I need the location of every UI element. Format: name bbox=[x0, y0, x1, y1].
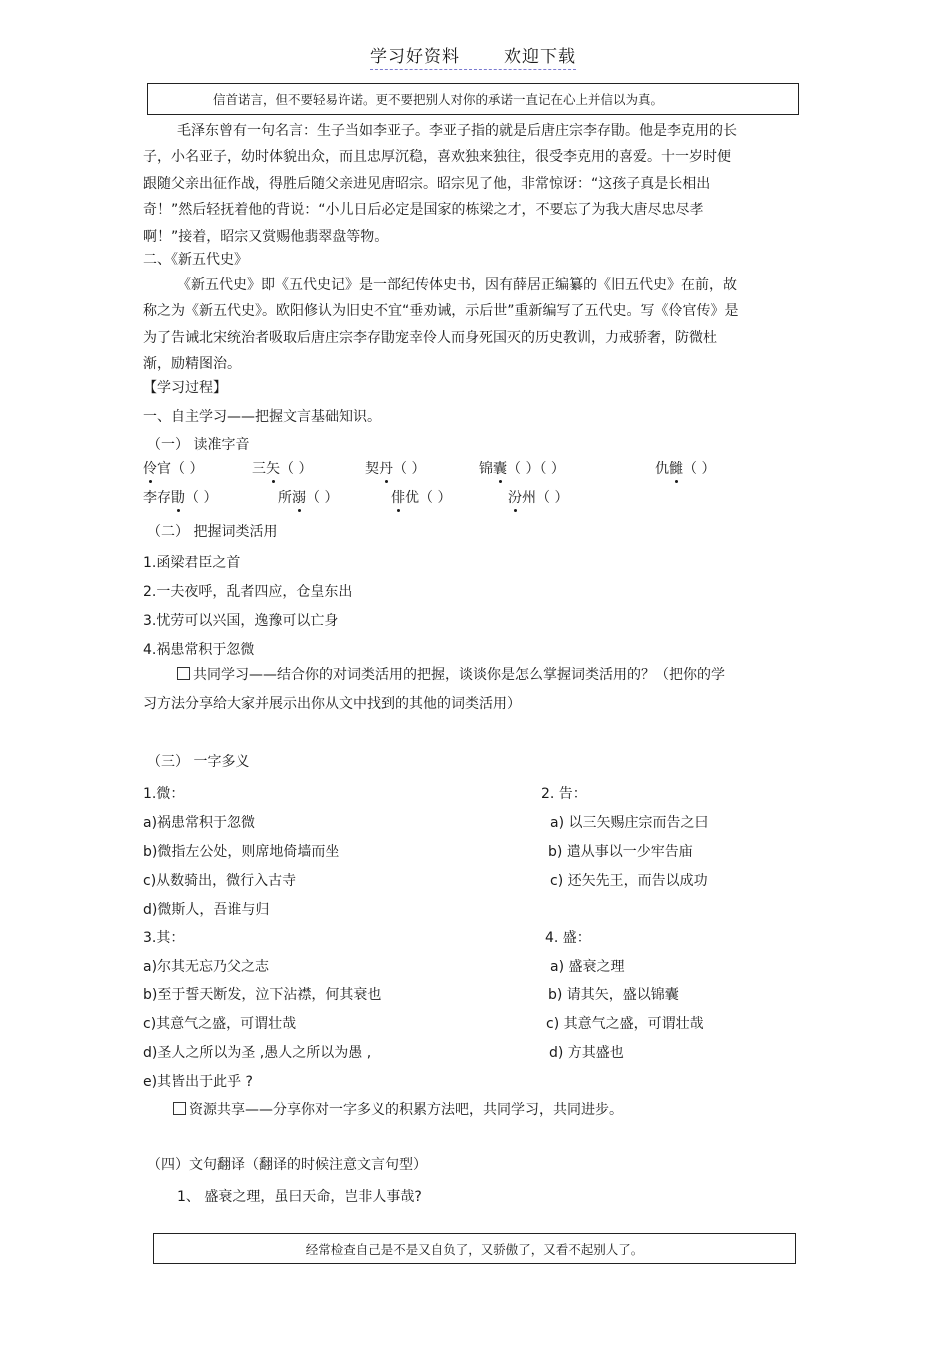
bottom-quote-text: 经常检查自己是不是又自负了，又骄傲了，又看不起别人了。 bbox=[305, 1241, 644, 1257]
polysemy-item: a)尔其无忘乃父之志 bbox=[143, 959, 270, 975]
sub-heading-polysemy: （三） 一字多义 bbox=[147, 754, 250, 770]
usage-item: 3.忧劳可以兴国，逸豫可以亡身 bbox=[143, 613, 339, 629]
polysemy-item: c) 其意气之盛，可谓壮哉 bbox=[546, 1016, 704, 1032]
usage-item: 2.一夫夜呼，乱者四应，仓皇东出 bbox=[143, 584, 353, 600]
header-left: 学习好资料 bbox=[370, 47, 460, 67]
polysemy-item: d)圣人之所以为圣 ,愚人之所以为愚 , bbox=[143, 1045, 372, 1061]
pron-item: 汾州（ ） bbox=[508, 490, 569, 506]
polysemy-item: d)微斯人，吾谁与归 bbox=[143, 902, 270, 918]
pron-item: 契丹（ ） bbox=[365, 461, 426, 477]
polysemy-item: a) 盛衰之理 bbox=[550, 959, 625, 975]
usage-item: 1.函梁君臣之首 bbox=[143, 555, 241, 571]
cooperate-text: 共同学习——结合你的对词类活用的把握，谈谈你是怎么掌握词类活用的？（把你的学习方法分享给大家并展示出你从文中找到的其他的词类活用） bbox=[143, 667, 725, 712]
top-quote-box bbox=[147, 83, 799, 115]
pron-item: 锦囊（ ）（ ） bbox=[479, 461, 565, 477]
polysemy-item: a)祸患常积于忽微 bbox=[143, 815, 256, 831]
polysemy-title-wei: 1.微： bbox=[143, 786, 185, 802]
intro-paragraph-2: 《新五代史》即《五代史记》是一部纪传体史书，因有薛居正编纂的《旧五代史》在前，故称之为《新五代史》。欧阳修认为旧史不宜“垂劝诫，示后世”重新编写了五代史。写《伶官传》是为了告诫北宋统治者吸取后唐庄宗李存勖宠幸伶人而身死国灭的历史教训，力戒骄奢，防微杜渐，励精图治。 bbox=[143, 277, 739, 373]
polysemy-item: c)从数骑出，微行入古寺 bbox=[143, 873, 297, 889]
share-text: 资源共享——分享你对一字多义的积累方法吧，共同学习，共同进步。 bbox=[189, 1102, 623, 1118]
polysemy-item: b)微指左公处，则席地倚墙而坐 bbox=[143, 844, 340, 860]
dotted-char: 伶 bbox=[143, 461, 157, 477]
section-heading-2: 二、《新五代史》 bbox=[143, 252, 248, 268]
polysemy-item: d) 方其盛也 bbox=[549, 1045, 624, 1061]
polysemy-item: b) 请其矢，盛以锦囊 bbox=[548, 987, 679, 1003]
pron-item: 俳优（ ） bbox=[391, 490, 452, 506]
dotted-char: 俳 bbox=[391, 490, 405, 506]
dotted-char: 囊 bbox=[493, 461, 507, 477]
translation-item: 1、 盛衰之理，虽曰天命，岂非人事哉? bbox=[177, 1189, 422, 1205]
pron-item: 仇雠（ ） bbox=[655, 461, 716, 477]
polysemy-title-qi: 3.其： bbox=[143, 930, 185, 946]
sub-heading-usage: （二） 把握词类活用 bbox=[147, 524, 278, 540]
sub-heading-pronunciation: （一） 读准字音 bbox=[147, 437, 250, 453]
dotted-char: 矢 bbox=[266, 461, 280, 477]
dotted-char: 丹 bbox=[379, 461, 393, 477]
polysemy-title-gao: 2. 告： bbox=[541, 786, 587, 802]
polysemy-item: b)至于誓天断发，泣下沾襟，何其衰也 bbox=[143, 987, 382, 1003]
pron-item: 所溺（ ） bbox=[278, 490, 339, 506]
checkbox-icon bbox=[173, 1102, 186, 1115]
process-title: 【学习过程】 bbox=[143, 380, 227, 396]
sub-heading-translation: （四）文句翻译（翻译的时候注意文言句型） bbox=[147, 1157, 427, 1173]
share-line bbox=[173, 1099, 623, 1119]
section-1-heading: 一、自主学习——把握文言基础知识。 bbox=[143, 409, 381, 425]
polysemy-item: a) 以三矢赐庄宗而告之曰 bbox=[550, 815, 709, 831]
pron-item: 李存勖（ ） bbox=[143, 490, 218, 506]
bottom-quote-box bbox=[153, 1233, 796, 1264]
pron-item: 三矢（ ） bbox=[252, 461, 313, 477]
polysemy-title-sheng: 4. 盛： bbox=[545, 930, 591, 946]
polysemy-item: c)其意气之盛，可谓壮哉 bbox=[143, 1016, 297, 1032]
polysemy-item: e)其皆出于此乎 ? bbox=[143, 1074, 253, 1090]
header-right: 欢迎下载 bbox=[504, 47, 576, 67]
dotted-char: 汾 bbox=[508, 490, 522, 506]
usage-item: 4.祸患常积于忽微 bbox=[143, 642, 255, 658]
top-quote-text: 信首诺言，但不要轻易许诺。更不要把别人对你的承诺一直记在心上并信以为真。 bbox=[213, 92, 664, 107]
page-header bbox=[370, 42, 576, 70]
polysemy-item: b) 遣从事以一少牢告庙 bbox=[548, 844, 693, 860]
dotted-char: 勖 bbox=[171, 490, 185, 506]
checkbox-icon bbox=[177, 667, 190, 680]
dotted-char: 雠 bbox=[669, 461, 683, 477]
intro-paragraph-1: 毛泽东曾有一句名言：生子当如李亚子。李亚子指的就是后唐庄宗李存勖。他是李克用的长子，小名亚子，幼时体貌出众，而且忠厚沉稳，喜欢独来独往，很受李克用的喜爱。十一岁时便跟随父亲出征作战，得胜后随父亲进见唐昭宗。昭宗见了他，非常惊讶：“这孩子真是长相出奇！”然后轻抚着他的背说：“小儿日后必定是国家的栋梁之才，不要忘了为我大唐尽忠尽孝啊！”接着，昭宗又赏赐他翡翠盘等物。 bbox=[143, 123, 737, 245]
dotted-char: 溺 bbox=[292, 490, 306, 506]
pron-item: 伶官（ ） bbox=[143, 461, 204, 477]
polysemy-item: c) 还矢先王，而告以成功 bbox=[550, 873, 708, 889]
cooperate-paragraph bbox=[143, 661, 737, 719]
